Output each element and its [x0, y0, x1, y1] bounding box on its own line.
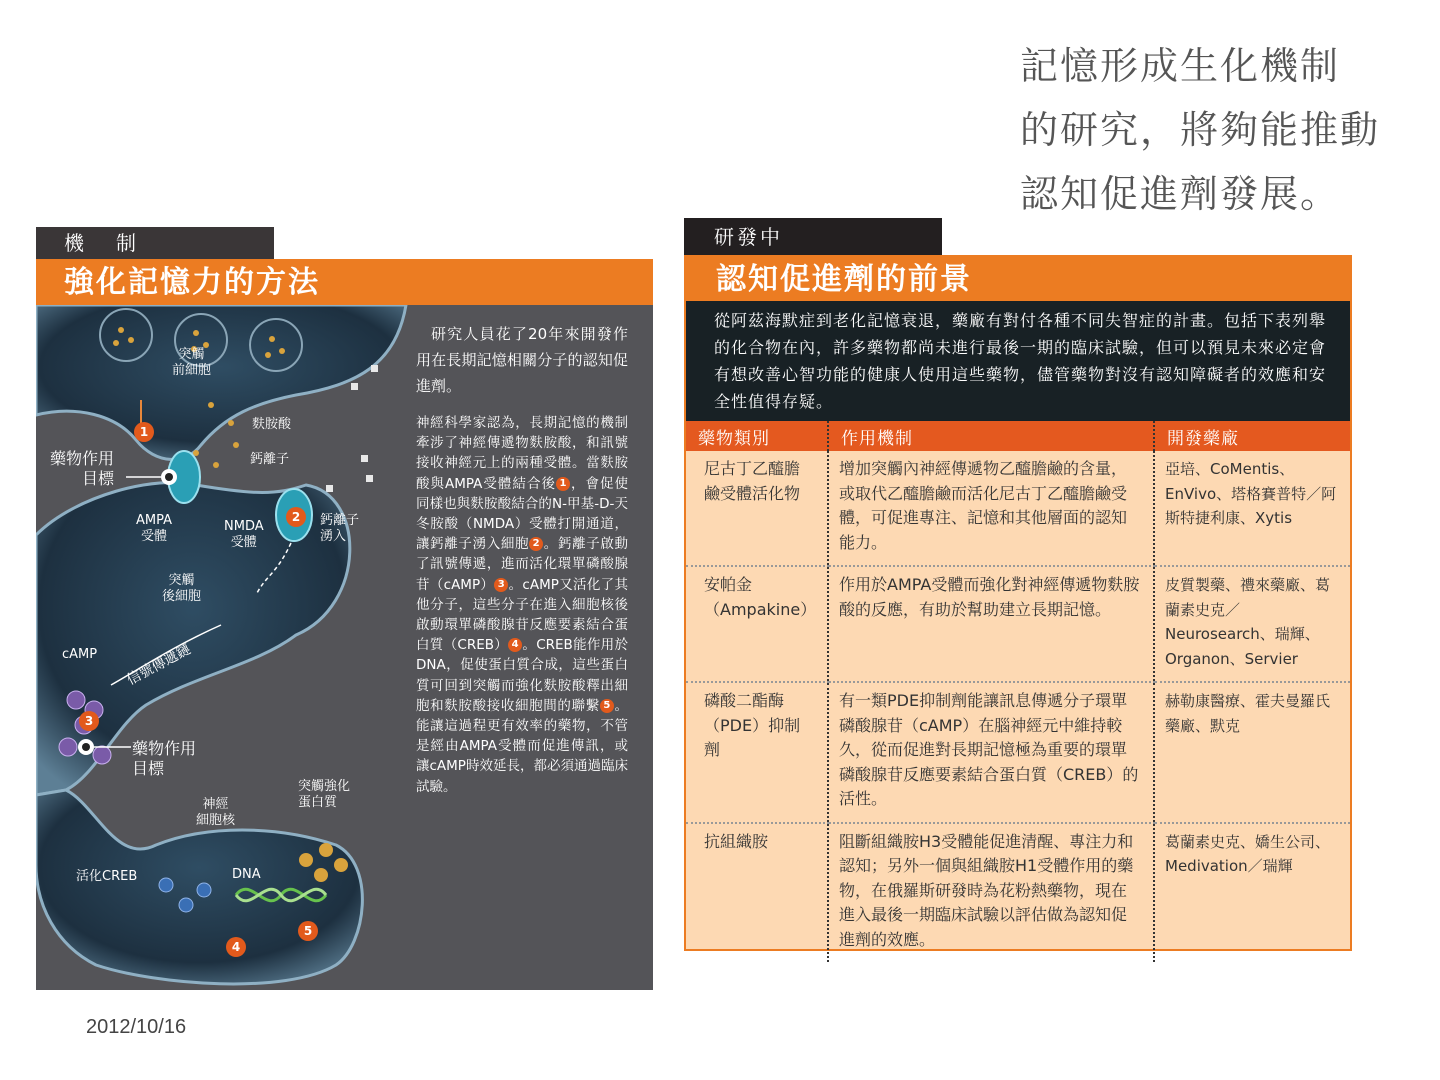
table-row: [686, 823, 1350, 963]
label-active-creb: 活化CREB: [76, 869, 138, 884]
mechanism-panel: [36, 305, 653, 990]
body-text: 神經科學家認為，長期記憶的機制牽涉了神經傳遞物麩胺酸，和訊號接收神經元上的兩種受體。當麩胺酸與AMPA受體結合後: [416, 415, 628, 492]
body-text: 。cAMP又活化了其他分子，這些分子在進入細胞核後啟動環單磷酸腺苷反應要素結合蛋白質（CREB）: [416, 576, 628, 654]
step-badge: 5: [600, 699, 614, 713]
label-drug-target-2: 藥物作用 目標: [132, 739, 197, 778]
slide-date: 2012/10/16: [86, 1016, 187, 1038]
label-drug-target-1: 藥物作用 目標: [50, 449, 115, 488]
table-row: [686, 451, 1350, 566]
column-header: 藥物類別: [686, 421, 828, 451]
slide-title-line: 記憶形成生化機制: [1020, 44, 1341, 88]
step-badge: 3: [494, 578, 508, 592]
prospects-panel: [684, 255, 1352, 951]
label-camp: cAMP: [62, 647, 98, 662]
in-development-tab: 研發中: [684, 218, 942, 256]
mechanism-cell: 有一類PDE抑制劑能讓訊息傳遞分子環單磷酸腺苷（cAMP）在腦神經元中維持較久，從而促進對長期記憶極為重要的環單磷酸腺苷反應要素結合蛋白質（CREB）的活性。: [828, 682, 1154, 823]
svg-text:1: 1: [139, 425, 149, 439]
label-dna: DNA: [232, 867, 261, 882]
slide-title-line: 認知促進劑發展。: [1020, 172, 1341, 216]
svg-text:5: 5: [303, 924, 313, 938]
step-badge: 4: [508, 638, 522, 652]
label-calcium-influx: 鈣離子 湧入: [320, 513, 360, 544]
body-text: 。CREB能作用於DNA，促使蛋白質合成，這些蛋白質可回到突觸而強化麩胺酸釋出細胞和麩胺酸接收細胞間的聯繫: [416, 637, 628, 714]
label-glutamate: 麩胺酸: [252, 417, 292, 432]
column-header: 開發藥廠: [1154, 421, 1350, 451]
svg-text:3: 3: [84, 714, 94, 728]
table-header-row: [686, 421, 1350, 451]
mechanism-description: [416, 321, 628, 811]
svg-text:4: 4: [231, 940, 241, 954]
label-ampa-receptor: AMPA 受體: [136, 513, 173, 544]
label-synaptic-protein: 突觸強化 蛋白質: [298, 779, 351, 810]
label-presynaptic: 突觸 前細胞: [172, 347, 212, 378]
svg-text:2: 2: [291, 510, 301, 524]
drug-class-cell: 尼古丁乙醯膽鹼受體活化物: [686, 451, 828, 566]
drug-class-cell: 磷酸二酯酶（PDE）抑制劑: [686, 682, 828, 823]
right-heading: 認知促進劑的前景: [686, 257, 1350, 301]
label-calcium: 鈣離子: [250, 452, 290, 467]
label-signal-chain: 信號傳遞鏈: [124, 641, 194, 689]
mechanism-body: [416, 413, 628, 797]
mechanism-tab: 機 制: [36, 227, 274, 259]
mechanism-cell: 阻斷組織胺H3受體能促進清醒、專注力和認知；另外一個與組織胺H1受體作用的藥物，在俄羅斯研發時為花粉熱藥物，現在進入最後一期臨床試驗以評估做為認知促進劑的效應。: [828, 823, 1154, 963]
presynaptic-cell: [36, 305, 406, 459]
drug-class-cell: 安帕金（Ampakine）: [686, 566, 828, 682]
company-cell: 亞培、CoMentis、EnVivo、塔格賽普特／阿斯特捷利康、Xytis: [1154, 451, 1350, 566]
mechanism-cell: 增加突觸內神經傳遞物乙醯膽鹼的含量，或取代乙醯膽鹼而活化尼古丁乙醯膽鹼受體，可促進專注、記憶和其他層面的認知能力。: [828, 451, 1154, 566]
company-cell: 赫勒康醫療、霍夫曼羅氏藥廠、默克: [1154, 682, 1350, 823]
company-cell: 皮質製藥、禮來藥廠、葛蘭素史克／Neurosearch、瑞輝、Organon、Servier: [1154, 566, 1350, 682]
column-header: 作用機制: [828, 421, 1154, 451]
drug-table: [686, 421, 1350, 962]
prospects-intro: 從阿茲海默症到老化記憶衰退，藥廠有對付各種不同失智症的計畫。包括下表列舉的化合物在內，許多藥物都尚未進行最後一期的臨床試驗，但可以預見未來必定會有想改善心智功能的健康人使用這些藥物，儘管藥物對沒有認知障礙者的效應和安全性值得存疑。: [686, 301, 1350, 421]
mechanism-cell: 作用於AMPA受體而強化對神經傳遞物麩胺酸的反應，有助於幫助建立長期記憶。: [828, 566, 1154, 682]
left-heading: 強化記憶力的方法: [36, 259, 653, 305]
drug-class-cell: 抗組織胺: [704, 831, 769, 851]
body-text: 。能讓這過程更有效率的藥物，不管是經由AMPA受體而促進傳訊，或讓cAMP時效延長，都必須通過臨床試驗。: [416, 697, 629, 795]
step-badge: 2: [529, 537, 543, 551]
body-text: ，會促使同樣也與麩胺酸結合的N-甲基-D-天冬胺酸（NMDA）受體打開通道，讓鈣離子湧入細胞: [416, 475, 628, 553]
body-text: 。鈣離子啟動了訊號傳遞，進而活化環單磷酸腺苷（cAMP）: [416, 536, 629, 593]
label-postsynaptic: 突觸 後細胞: [162, 573, 202, 604]
slide-title: [1020, 34, 1420, 226]
table-row: [686, 682, 1350, 823]
slide-title-line: 的研究，將夠能推動: [1020, 108, 1381, 152]
company-cell: 葛蘭素史克、嬌生公司、Medivation／瑞輝: [1154, 823, 1350, 963]
label-nmda-receptor: NMDA 受體: [224, 519, 264, 550]
table-row: [686, 566, 1350, 682]
label-nucleus: 神經 細胞核: [196, 797, 236, 828]
step-badge: 1: [556, 477, 570, 491]
mechanism-intro: 研究人員花了20年來開發作用在長期記憶相關分子的認知促進劑。: [416, 325, 628, 395]
